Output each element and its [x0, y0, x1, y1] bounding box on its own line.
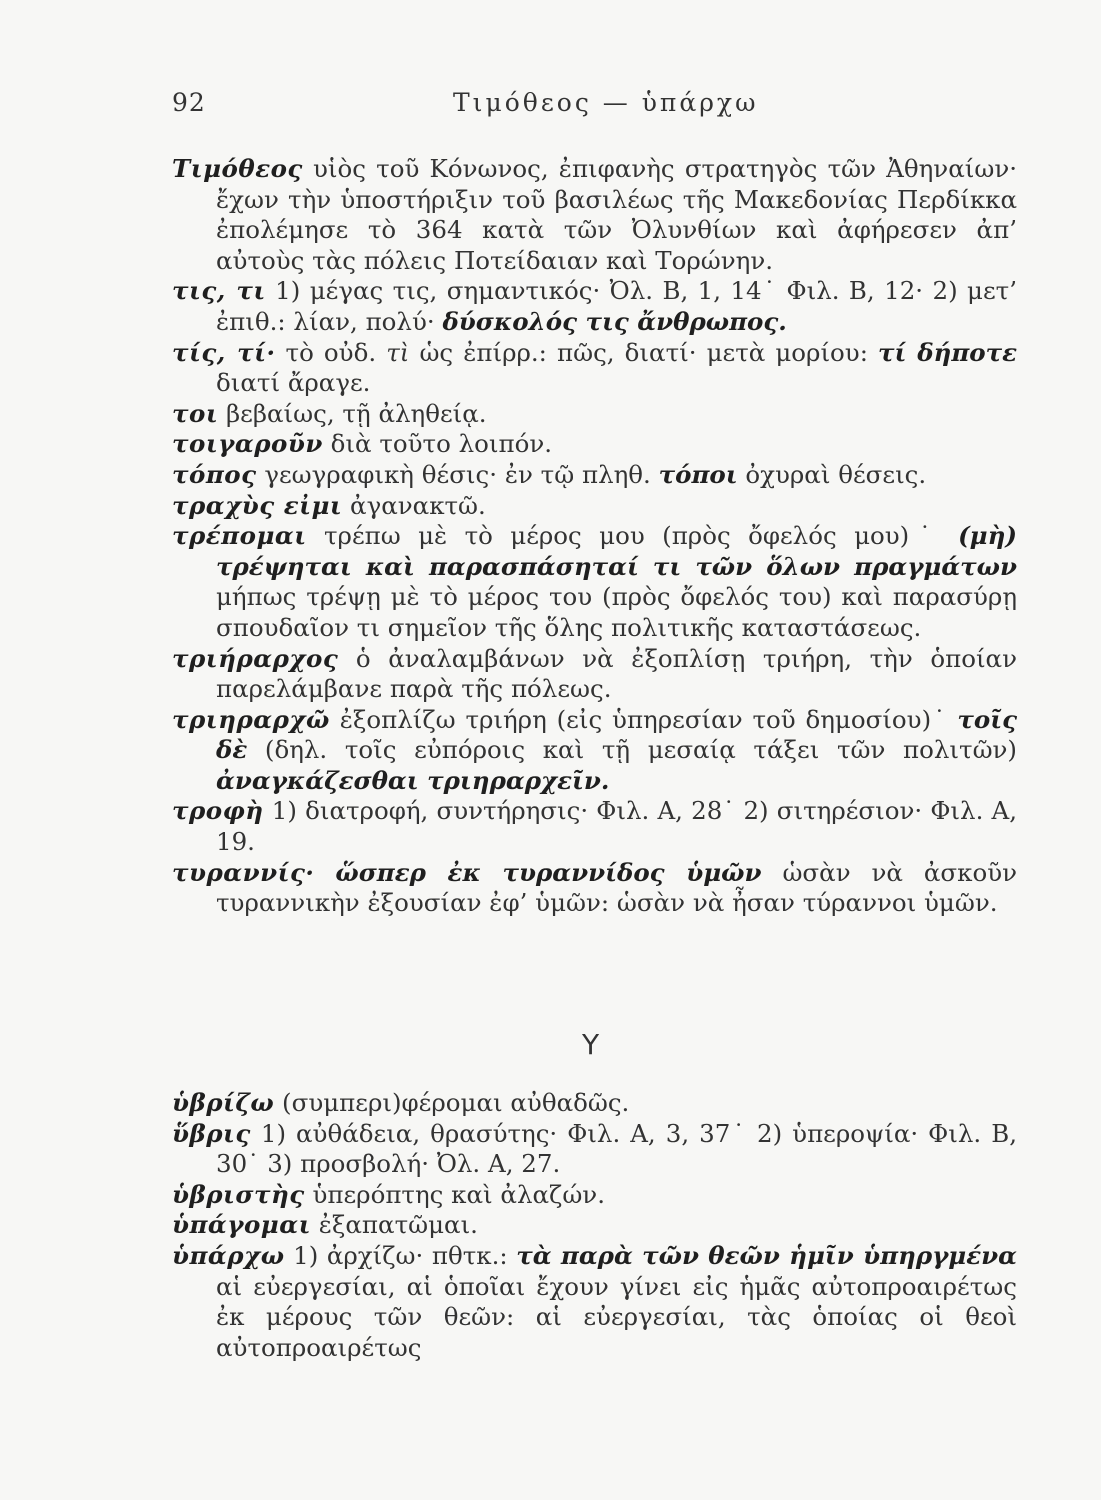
entry-headword: τριηραρχῶ [172, 704, 330, 734]
entry-text [314, 858, 335, 887]
dictionary-entry [172, 429, 1017, 460]
entry-quotation: τόποι [658, 459, 738, 489]
running-head: Τιμόθεος — ὑπάρχω [453, 88, 759, 117]
entry-text: υἱὸς τοῦ Κόνωνος, ἐπιφανὴς στρατηγὸς τῶν Ἀθηναίων· ἔχων τὴν ὑποστήριξιν τοῦ βασιλέως τῆς Μακεδονίας Περδίκκα ἐπολέμησε τὸ 364 κατὰ τῶν Ὀλυνθίων καὶ ἀφήρεσεν ἀπ’ αὐτοὺς τὰς πόλεις Ποτείδαιαν καὶ Τορώνην. [216, 154, 1017, 275]
dictionary-entry [172, 796, 1017, 857]
entry-text: βεβαίως, τῇ ἀληθείᾳ. [218, 398, 487, 428]
dictionary-entry [172, 276, 1017, 337]
dictionary-entry [172, 644, 1017, 705]
entry-headword: ὑβριστὴς [172, 1179, 305, 1209]
entry-text: τὶ [386, 337, 410, 367]
entry-text: αἱ εὐεργεσίαι, αἱ ὁποῖαι ἔχουν γίνει εἰς ἡμᾶς αὐτοπροαιρέτως ἐκ μέρους τῶν θεῶν: αἱ εὐεργεσίαι, τὰς ὁποίας οἱ θεοὶ αὐτοπροαιρέτως [216, 1271, 1017, 1362]
entry-headword: ὕβρις [172, 1118, 251, 1148]
entry-text: (συμπερι)φέρομαι αὐθαδῶς. [274, 1088, 630, 1117]
section-letter: Υ [582, 1028, 600, 1061]
dictionary-entry [172, 1119, 1017, 1180]
entry-quotation: τί δήποτε [878, 337, 1018, 367]
dictionary-entry [172, 705, 1017, 797]
entry-headword: τριήραρχος [172, 643, 339, 673]
entry-list [172, 154, 1017, 919]
entry-text: ὁ ἀναλαμβάνων νὰ ἐξοπλίσῃ τριήρη, τὴν ὁποίαν παρελάμβανε παρὰ τῆς πόλεως. [216, 643, 1017, 704]
entry-quotation: τὰ παρὰ τῶν θεῶν ἡμῖν ὑπηργμένα [516, 1240, 1017, 1270]
entry-quotation: τοῖς δὲ [216, 704, 1017, 765]
dictionary-entry [172, 338, 1017, 399]
entry-text: ὀχυραὶ θέσεις. [737, 459, 927, 489]
dictionary-entry [172, 154, 1017, 276]
entry-headword: τοι [172, 398, 219, 428]
entry-text: ἀγανακτῶ. [342, 490, 486, 520]
entry-headword: τρέπομαι [172, 521, 307, 551]
entry-headword: τίς, τί· [172, 337, 276, 367]
entry-text: διατί ἄραγε. [216, 368, 371, 398]
dictionary-entry [172, 1180, 1017, 1211]
entry-headword: Τιμόθεος [172, 154, 303, 183]
dictionary-entry [172, 521, 1017, 643]
entry-text: μήπως τρέψῃ μὲ τὸ μέρος του (πρὸς ὄφελός του) καὶ παρασύρῃ σπουδαῖον τι σημεῖον τῆς ὅλης πολιτικῆς καταστάσεως. [216, 582, 1017, 642]
entry-headword: ὑπάγομαι [172, 1210, 311, 1240]
dictionary-entry [172, 1088, 1017, 1119]
entry-text: 1) ἀρχίζω· πθτκ.: [284, 1240, 517, 1270]
entry-text: 1) μέγας τις, σημαντικός· Ὀλ. Β, 1, 14˙ Φιλ. Β, 12· 2) μετ’ ἐπιθ.: λίαν, πολύ· [216, 276, 1017, 336]
entry-text: τρέπω μὲ τὸ μέρος μου (πρὸς ὄφελός μου)˙ [306, 521, 959, 551]
entry-headword: ὑβρίζω [172, 1088, 275, 1117]
entry-text: ὡς ἐπίρρ.: πῶς, διατί· μετὰ μορίου: [409, 337, 879, 367]
entry-text: (δηλ. τοῖς εὐπόροις καὶ τῇ μεσαίᾳ τάξει τῶν πολιτῶν) [247, 735, 1017, 765]
dictionary-entry [172, 1210, 1017, 1241]
entry-text: 1) διατροφή, συντήρησις· Φιλ. Α, 28˙ 2) σιτηρέσιον· Φιλ. Α, 19. [216, 796, 1017, 857]
entry-quotation: δύσκολός τις ἄνθρωπος. [442, 306, 787, 336]
entry-headword: τροφὴ [172, 796, 264, 826]
entry-quotation: ὥσπερ ἐκ τυραννίδος ὑμῶν [335, 857, 762, 887]
entry-headword: τραχὺς εἰμι [172, 490, 343, 520]
entry-text: 1) αὐθάδεια, θρασύτης· Φιλ. Α, 3, 37˙ 2) ὑπεροψία· Φιλ. Β, 30˙ 3) προσβολή· Ὀλ. Α, 27. [216, 1118, 1017, 1179]
entry-headword: τις, τι [172, 276, 266, 306]
dictionary-entry [172, 460, 1017, 491]
entry-headword: τοιγαροῦν [172, 429, 323, 459]
entry-headword: ὑπάρχω [172, 1240, 285, 1270]
page-number: 92 [172, 88, 206, 117]
entry-text: ἐξαπατῶμαι. [310, 1210, 478, 1240]
entry-quotation: (μὴ) τρέψηται καὶ παρασπάσηταί τι τῶν ὅλων πραγμάτων [216, 521, 1017, 581]
entry-headword: τόπος [172, 459, 257, 489]
entry-headword: τυραννίς· [172, 857, 315, 887]
dictionary-entry [172, 1241, 1017, 1363]
dictionary-entry [172, 858, 1017, 919]
entry-text: ἐξοπλίζω τριήρη (εἰς ὑπηρεσίαν τοῦ δημοσίου)˙ [329, 704, 958, 734]
entry-text: ὑπερόπτης καὶ ἀλαζών. [304, 1179, 605, 1209]
entry-text: τὸ οὐδ. [275, 337, 387, 367]
entry-quotation: ἀναγκάζεσθαι τριηραρχεῖν. [216, 765, 610, 795]
entry-text: ὡσὰν νὰ ἀσκοῦν τυραννικὴν ἐξουσίαν ἐφ’ ὑμῶν: ὡσὰν νὰ ἦσαν τύραννοι ὑμῶν. [216, 857, 1018, 918]
dictionary-entry [172, 491, 1017, 522]
entry-text: γεωγραφικὴ θέσις· ἐν τῷ πληθ. [256, 459, 659, 489]
entry-list-upsilon [172, 1088, 1017, 1363]
entry-text: διὰ τοῦτο λοιπόν. [322, 429, 553, 459]
dictionary-entry [172, 399, 1017, 430]
